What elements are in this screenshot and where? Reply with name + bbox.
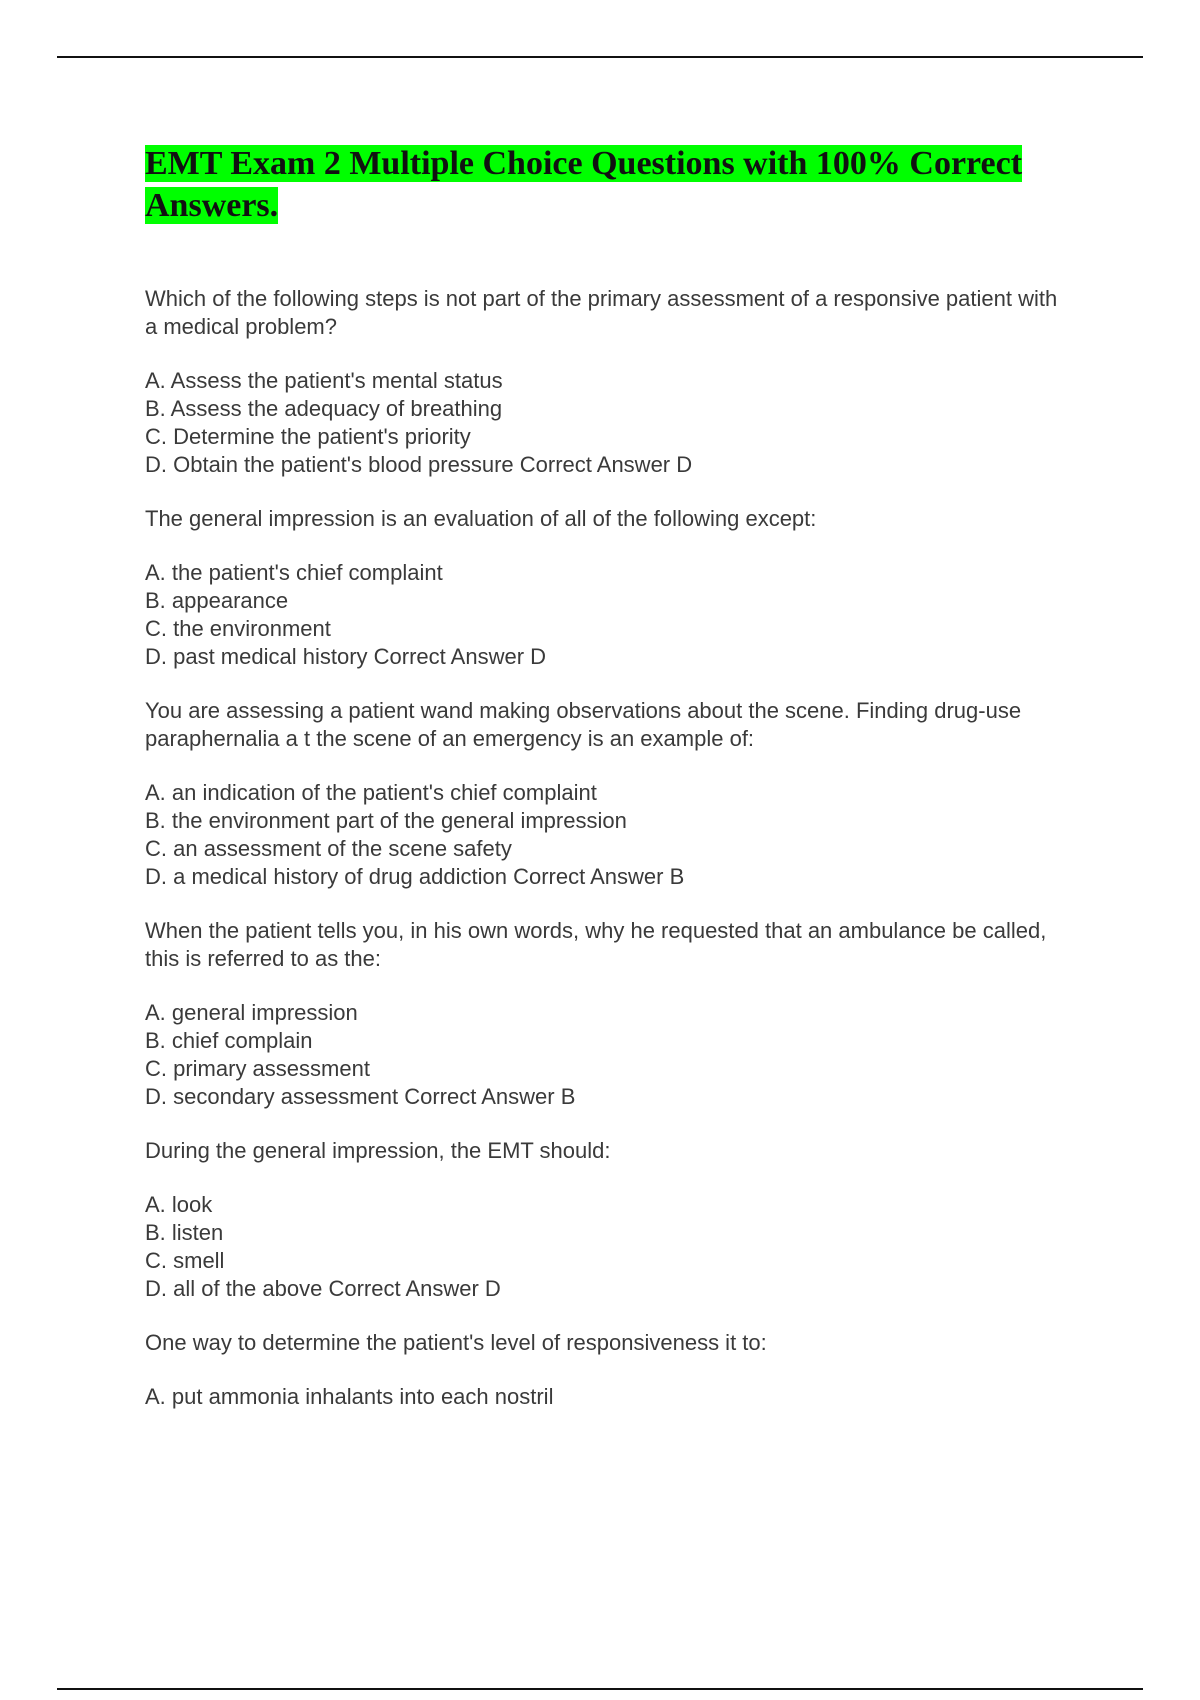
answer-option: D. Obtain the patient's blood pressure Correct Answer D: [145, 452, 693, 477]
question-item: [145, 285, 1085, 479]
answer-option: D. past medical history Correct Answer D: [145, 644, 547, 669]
answer-options: [145, 1191, 1085, 1303]
answer-option: A. an indication of the patient's chief complaint: [145, 780, 597, 805]
question-item: [145, 697, 1085, 891]
question-list: [145, 285, 1085, 1411]
question-item: [145, 1329, 1085, 1411]
answer-option: D. secondary assessment Correct Answer B: [145, 1084, 576, 1109]
bottom-rule: [57, 1688, 1143, 1690]
answer-options: [145, 999, 1085, 1111]
answer-option: A. general impression: [145, 1000, 358, 1025]
answer-option: B. chief complain: [145, 1028, 313, 1053]
question-text: You are assessing a patient wand making observations about the scene. Finding drug-use paraphernalia a t the scene of an emergency is an example of:: [145, 698, 1022, 751]
answer-option: A. the patient's chief complaint: [145, 560, 443, 585]
document-title: [145, 143, 1085, 227]
answer-options: [145, 779, 1085, 891]
question-item: [145, 1137, 1085, 1303]
answer-option: C. smell: [145, 1248, 225, 1273]
question-text: The general impression is an evaluation of all of the following except:: [145, 506, 817, 531]
answer-options: [145, 1383, 1085, 1411]
page-content: [145, 143, 1085, 1437]
answer-option: B. Assess the adequacy of breathing: [145, 396, 503, 421]
document-title-highlight: EMT Exam 2 Multiple Choice Questions with 100% Correct Answers.: [145, 145, 1023, 224]
top-rule: [57, 56, 1143, 58]
question-text: One way to determine the patient's level of responsiveness it to:: [145, 1330, 767, 1355]
answer-option: C. Determine the patient's priority: [145, 424, 471, 449]
answer-option: C. the environment: [145, 616, 331, 641]
answer-options: [145, 559, 1085, 671]
answer-option: A. look: [145, 1192, 213, 1217]
question-text: When the patient tells you, in his own words, why he requested that an ambulance be called, this is referred to as the:: [145, 918, 1047, 971]
question-text: During the general impression, the EMT should:: [145, 1138, 611, 1163]
answer-options: [145, 367, 1085, 479]
question-item: [145, 917, 1085, 1111]
answer-option: D. all of the above Correct Answer D: [145, 1276, 501, 1301]
answer-option: B. the environment part of the general impression: [145, 808, 627, 833]
answer-option: D. a medical history of drug addiction Correct Answer B: [145, 864, 685, 889]
question-text: Which of the following steps is not part of the primary assessment of a responsive patient with a medical problem?: [145, 286, 1058, 339]
answer-option: C. an assessment of the scene safety: [145, 836, 512, 861]
question-item: [145, 505, 1085, 671]
answer-option: B. appearance: [145, 588, 289, 613]
answer-option: C. primary assessment: [145, 1056, 370, 1081]
answer-option: A. Assess the patient's mental status: [145, 368, 503, 393]
answer-option: B. listen: [145, 1220, 224, 1245]
answer-option: A. put ammonia inhalants into each nostril: [145, 1384, 554, 1409]
